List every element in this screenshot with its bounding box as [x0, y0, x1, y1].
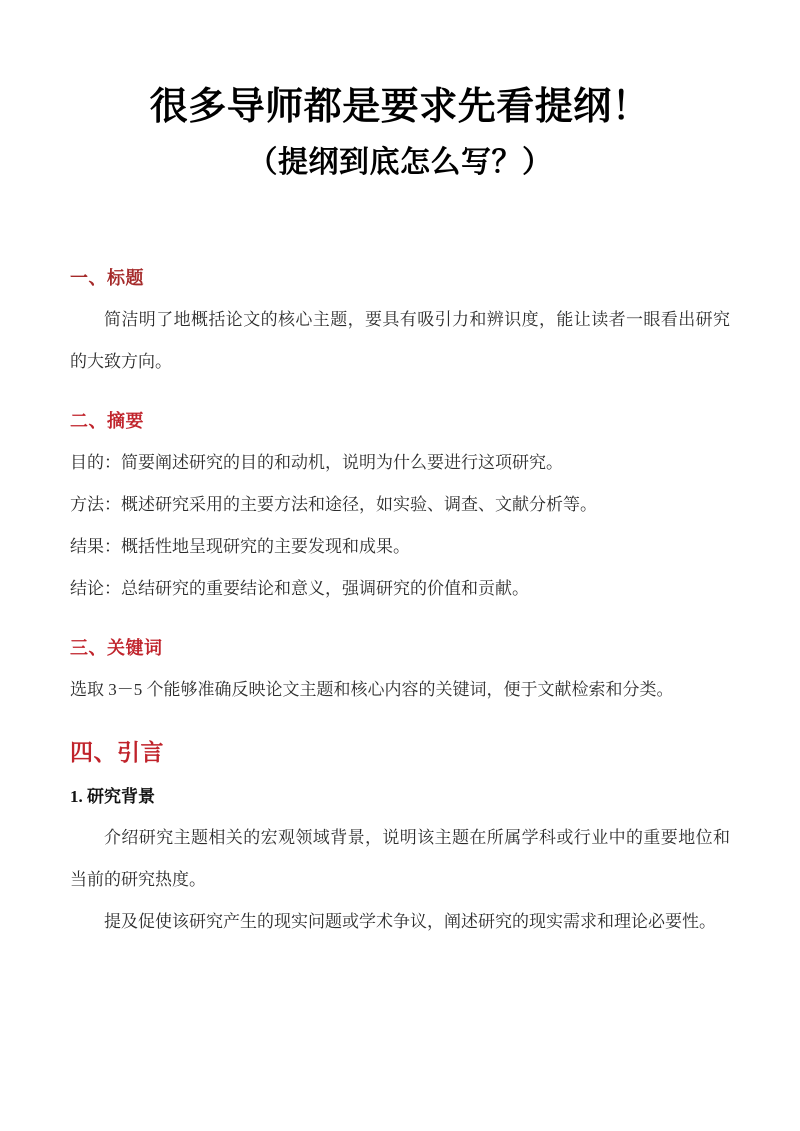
- spacer: [70, 809, 730, 817]
- section-heading-3: 三、关键词: [70, 638, 163, 659]
- spacer: [70, 182, 730, 266]
- section-4-paragraph-2: 提及促使该研究产生的现实问题或学术争议，阐述研究的现实需求和理论必要性。: [104, 912, 716, 932]
- section-2-paragraph-2: 方法：概述研究采用的主要方法和途径，如实验、调查、文献分析等。: [70, 495, 597, 515]
- section-keywords: [70, 636, 730, 711]
- section-introduction: [70, 737, 730, 943]
- section-heading-4: 四、引言: [70, 740, 164, 766]
- spacer: [70, 291, 730, 299]
- section-2-paragraph-3: 结果：概括性地呈现研究的主要发现和成果。: [70, 537, 410, 557]
- spacer: [70, 711, 730, 737]
- page-subtitle: （提纲到底怎么写？）: [247, 146, 553, 180]
- spacer: [70, 661, 730, 669]
- section-2-paragraph-1: 目的：简要阐述研究的目的和动机，说明为什么要进行这项研究。: [70, 453, 563, 473]
- section-2-paragraph-4: 结论：总结研究的重要结论和意义，强调研究的价值和贡献。: [70, 579, 529, 599]
- section-abstract: [70, 409, 730, 610]
- page-title: 很多导师都是要求先看提纲！: [149, 86, 651, 128]
- spacer: [70, 610, 730, 636]
- spacer: [70, 383, 730, 409]
- subheading-research-background: 1. 研究背景: [70, 786, 155, 806]
- spacer: [70, 770, 730, 784]
- section-heading-2: 二、摘要: [70, 411, 144, 432]
- section-1-paragraph-1: 简洁明了地概括论文的核心主题，要具有吸引力和辨识度，能让读者一眼看出研究的大致方向。: [70, 310, 730, 372]
- section-title: [70, 266, 730, 383]
- section-4-paragraph-1: 介绍研究主题相关的宏观领域背景，说明该主题在所属学科或行业中的重要地位和当前的研究热度。: [70, 828, 730, 890]
- section-heading-1: 一、标题: [70, 267, 144, 288]
- section-3-paragraph-1: 选取 3－5 个能够准确反映论文主题和核心内容的关键词，便于文献检索和分类。: [70, 680, 674, 700]
- document-content: [70, 0, 730, 943]
- spacer: [70, 434, 730, 442]
